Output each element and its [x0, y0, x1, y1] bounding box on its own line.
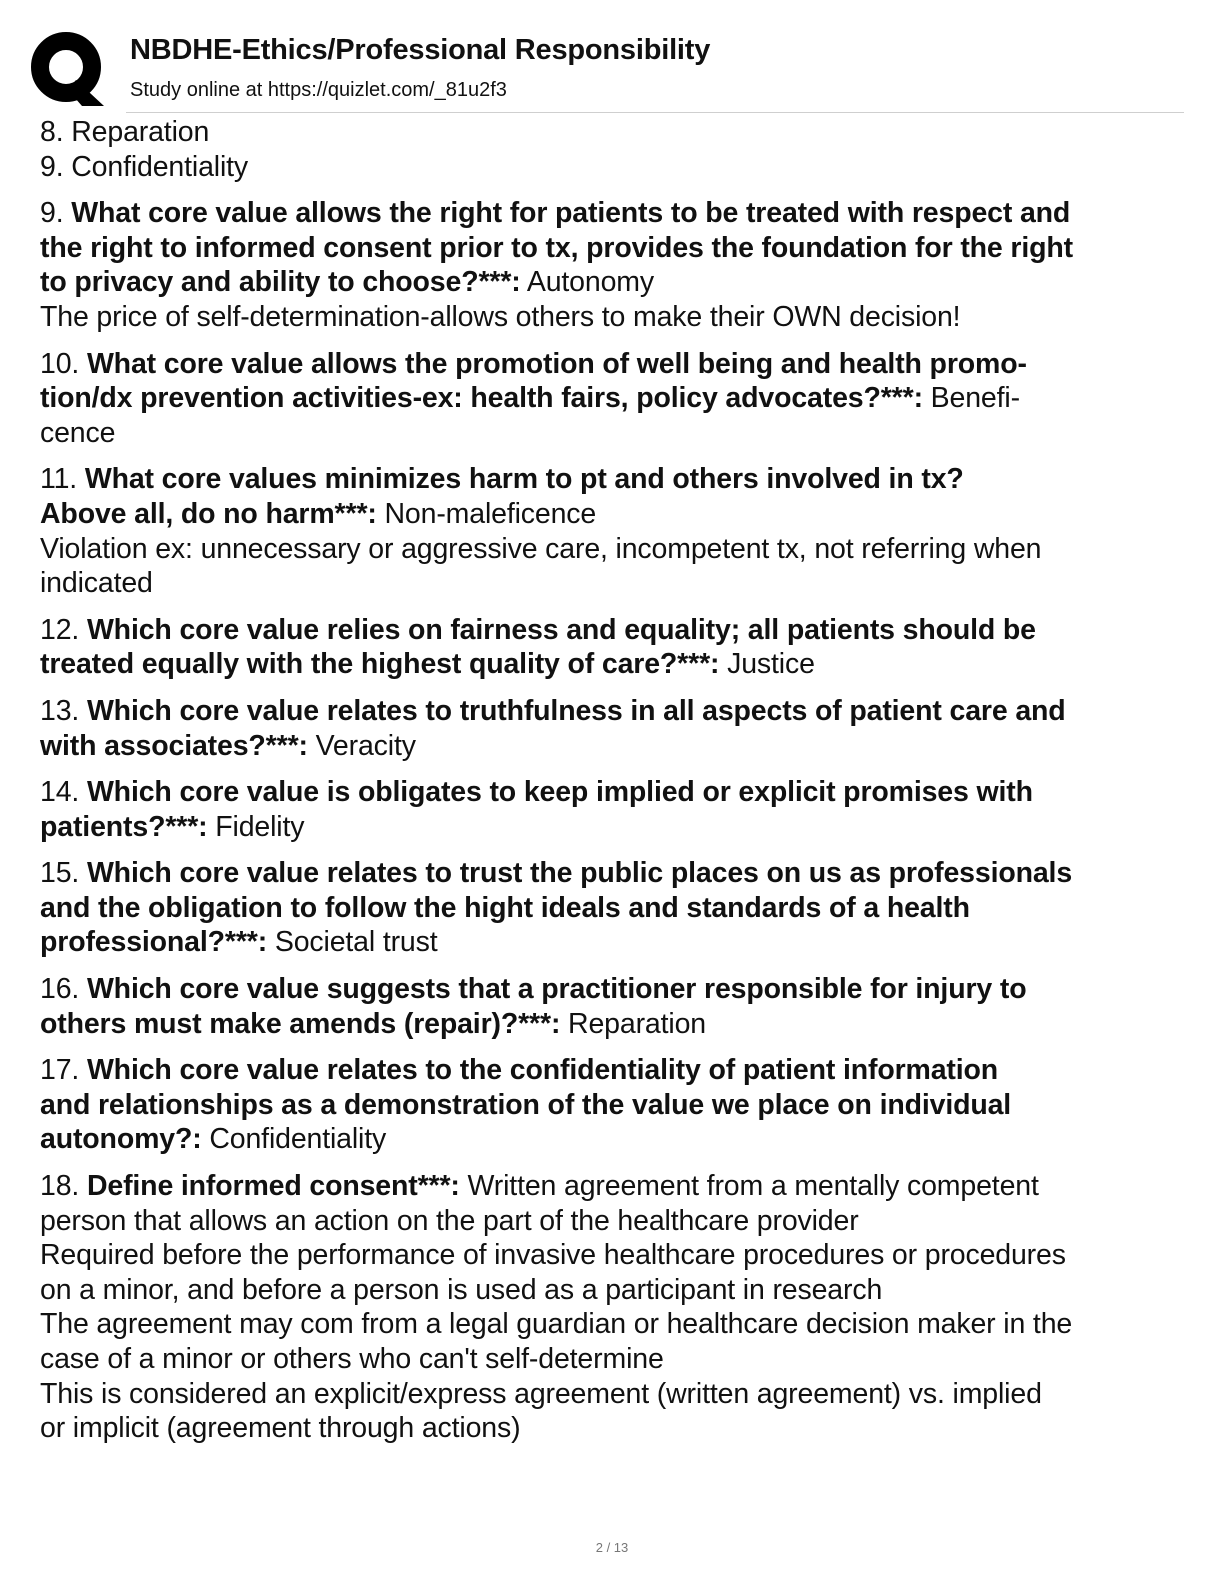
question-text: What core values minimizes harm to pt and others involved in tx? [84, 463, 964, 496]
flashcard-line [40, 1411, 1180, 1446]
flashcard-item [40, 694, 1180, 763]
flashcard-item [40, 972, 1180, 1041]
flashcard-line [40, 1053, 1180, 1088]
flashcard-line [40, 1377, 1180, 1412]
flashcard-line [40, 1088, 1180, 1123]
answer-text: person that allows an action on the part of the healthcare provider [40, 1204, 859, 1237]
flashcard-item [40, 347, 1180, 451]
question-text: Which core value is obligates to keep implied or explicit promises with [86, 776, 1033, 809]
flashcard-item [40, 1169, 1180, 1446]
answer-text: 10. [40, 347, 87, 380]
answer-text: 17. [40, 1054, 87, 1087]
study-online-link[interactable]: Study online at https://quizlet.com/_81u2f3 [130, 79, 507, 101]
flashcard-line [40, 613, 1180, 648]
question-text: professional?***: [40, 926, 268, 959]
question-text: Which core value relates to trust the public places on us as professionals [86, 857, 1073, 890]
question-text: Which core value relies on fairness and equality; all patients should be [86, 613, 1036, 646]
page-header [30, 26, 1184, 114]
flashcard-line [40, 196, 1180, 231]
flashcard-item [40, 775, 1180, 844]
answer-text: This is considered an explicit/express agreement (written agreement) vs. implied [40, 1377, 1042, 1410]
answer-text: The price of self-determination-allows others to make their OWN decision! [40, 300, 961, 333]
header-divider [126, 112, 1184, 113]
flashcard-line [40, 729, 1180, 764]
answer-text: The agreement may com from a legal guardian or healthcare decision maker in the [40, 1308, 1073, 1341]
question-text: What core value allows the promotion of well being and health promo- [86, 347, 1027, 380]
flashcard-line [40, 347, 1180, 382]
answer-text: Reparation [560, 1007, 706, 1040]
flashcard-line [40, 1307, 1180, 1342]
answer-text: 9. [40, 197, 72, 230]
question-text: Which core value suggests that a practitioner responsible for injury to [86, 973, 1027, 1006]
document-title: NBDHE-Ethics/Professional Responsibility [130, 34, 711, 66]
flashcard-item [40, 1053, 1180, 1157]
answer-text: Confidentiality [201, 1123, 387, 1156]
answer-text: 13. [40, 694, 87, 727]
flashcard-item [40, 115, 1180, 184]
flashcard-line [40, 532, 1180, 567]
flashcard-line [40, 497, 1180, 532]
answer-text: or implicit (agreement through actions) [40, 1412, 521, 1445]
answer-text: Non-maleficence [376, 497, 597, 530]
question-text: with associates?***: [40, 729, 308, 762]
flashcard-item [40, 613, 1180, 682]
answer-text: Justice [719, 648, 815, 681]
flashcard-line [40, 1238, 1180, 1273]
flashcard-line [40, 694, 1180, 729]
answer-text: case of a minor or others who can't self-determine [40, 1343, 664, 1375]
flashcard-line [40, 300, 1180, 335]
question-text: Define informed consent***: [86, 1170, 460, 1203]
answer-text: 11. [40, 463, 85, 496]
answer-text: 15. [40, 857, 87, 890]
flashcard-line [40, 856, 1180, 891]
flashcard-line [40, 416, 1180, 451]
question-text: treated equally with the highest quality of care?***: [40, 648, 720, 681]
answer-text: Veracity [307, 729, 416, 762]
question-text: and relationships as a demonstration of the value we place on individual [40, 1088, 1012, 1121]
answer-text: Autonomy [520, 266, 654, 299]
flashcard-line [40, 775, 1180, 810]
answer-text: Societal trust [267, 926, 438, 959]
question-text: tion/dx prevention activities-ex: health fairs, policy advocates?***: [40, 382, 923, 415]
answer-text: cence [40, 416, 116, 449]
question-text: Above all, do no harm***: [40, 497, 377, 530]
question-text: Which core value relates to truthfulness in all aspects of patient care and [86, 694, 1066, 727]
question-text: patients?***: [40, 810, 208, 843]
flashcard-line [40, 1273, 1180, 1308]
flashcard-line [40, 810, 1180, 845]
answer-text: Benefi- [922, 382, 1020, 415]
answer-text: 18. [40, 1170, 87, 1203]
answer-text: 14. [40, 776, 87, 809]
flashcard-list [40, 115, 1180, 1446]
flashcard-line [40, 891, 1180, 926]
flashcard-line [40, 972, 1180, 1007]
flashcard-line [40, 925, 1180, 960]
flashcard-item [40, 462, 1180, 600]
flashcard-line [40, 462, 1180, 497]
answer-text: 16. [40, 973, 87, 1006]
answer-text: on a minor, and before a person is used as a participant in research [40, 1273, 883, 1306]
question-text: to privacy and ability to choose?***: [40, 266, 521, 299]
question-text: What core value allows the right for patients to be treated with respect and [71, 197, 1071, 230]
flashcard-line [40, 1007, 1180, 1042]
answer-text: Required before the performance of invasive healthcare procedures or procedures [40, 1239, 1066, 1272]
flashcard-line [40, 265, 1180, 300]
flashcard-line [40, 150, 1180, 185]
flashcard-line [40, 566, 1180, 601]
question-text: others must make amends (repair)?***: [40, 1007, 561, 1040]
answer-text: indicated [40, 567, 153, 600]
flashcard-item [40, 856, 1180, 960]
answer-text: Written agreement from a mentally competent [459, 1170, 1039, 1203]
flashcard-line [40, 1342, 1180, 1377]
flashcard-line [40, 647, 1180, 682]
flashcard-line [40, 381, 1180, 416]
page-number: 2 / 13 [595, 1540, 629, 1555]
flashcard-line [40, 115, 1180, 150]
flashcard-line [40, 1122, 1180, 1157]
flashcard-line [40, 231, 1180, 266]
flashcard-line [40, 1169, 1180, 1204]
quizlet-q-logo-icon [30, 30, 106, 106]
question-text: Which core value relates to the confidentiality of patient information [86, 1054, 999, 1087]
answer-text: Violation ex: unnecessary or aggressive care, incompetent tx, not referring when [40, 532, 1042, 565]
question-text: autonomy?: [40, 1123, 202, 1156]
question-text: and the obligation to follow the hight ideals and standards of a health [40, 891, 970, 924]
flashcard-item [40, 196, 1180, 334]
answer-text: 9. Confidentiality [40, 150, 249, 183]
question-text: the right to informed consent prior to tx, provides the foundation for the right [40, 231, 1073, 264]
answer-text: 8. Reparation [40, 116, 210, 148]
answer-text: 12. [40, 613, 87, 646]
flashcard-line [40, 1204, 1180, 1239]
answer-text: Fidelity [207, 810, 305, 843]
